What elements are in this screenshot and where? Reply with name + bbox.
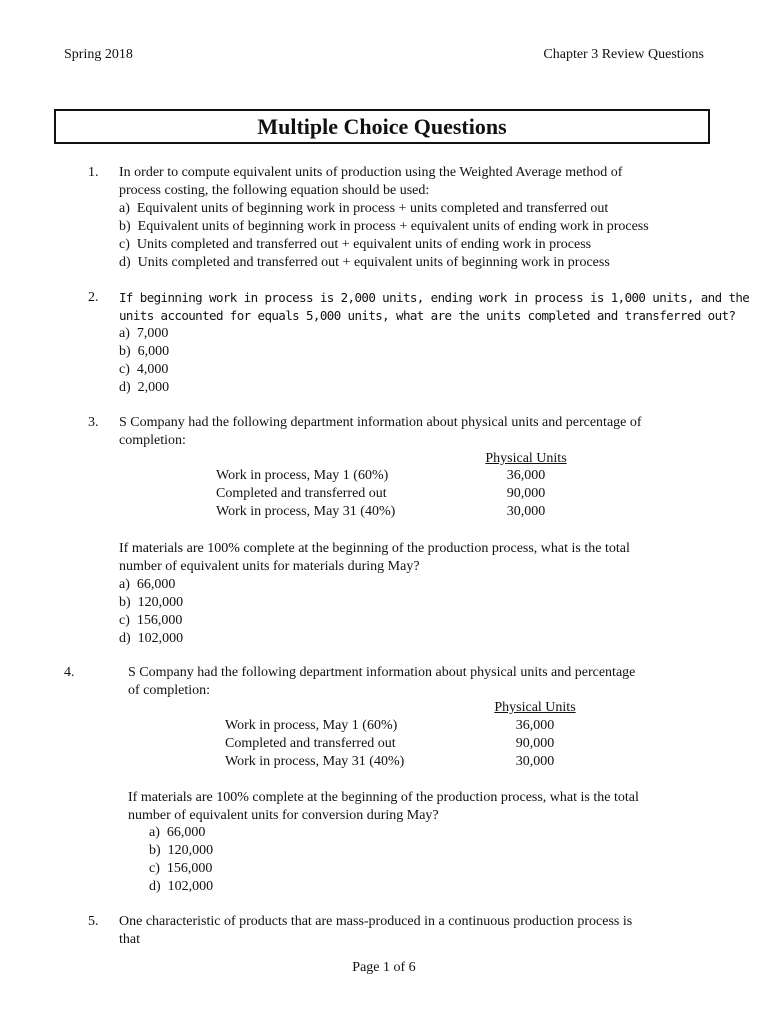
question-4-table-row-2-label: Completed and transferred out (225, 736, 396, 751)
question-2-number: 2. (88, 290, 99, 305)
question-4-table-row-3-label: Work in process, May 31 (40%) (225, 754, 405, 769)
question-2-option-a: a) 7,000 (119, 326, 169, 341)
question-3-followup-line-2: number of equivalent units for materials during May? (119, 559, 420, 574)
question-4-followup-line-2: number of equivalent units for conversion during May? (128, 808, 439, 823)
question-3-followup (119, 540, 630, 648)
question-5-line-2: that (119, 932, 140, 947)
question-2-line-1: If beginning work in process is 2,000 units, ending work in process is 1,000 units, and the (119, 290, 750, 305)
question-4-options (149, 824, 213, 896)
question-1-option-d: d) Units completed and transferred out + equivalent units of beginning work in process (119, 255, 610, 270)
question-2-option-b: b) 6,000 (119, 344, 170, 359)
question-4-table-row-2-value: 90,000 (515, 736, 555, 751)
question-4-table-header: Physical Units (494, 700, 576, 715)
question-1-option-b: b) Equivalent units of beginning work in process + equivalent units of ending work in process (119, 219, 649, 234)
question-1-option-c: c) Units completed and transferred out + equivalent units of ending work in process (119, 237, 592, 252)
question-3-option-d: d) 102,000 (119, 631, 184, 646)
question-3-table-header: Physical Units (485, 451, 567, 466)
question-2-line-2: units accounted for equals 5,000 units, what are the units completed and transferred out? (119, 308, 736, 323)
header-term: Spring 2018 (64, 47, 133, 62)
question-5-line-1: One characteristic of products that are mass-produced in a continuous production process is (119, 914, 633, 929)
question-3-table-row-2-value: 90,000 (506, 486, 546, 501)
question-5-text (119, 913, 632, 949)
question-1-line-2: process costing, the following equation should be used: (119, 183, 430, 198)
section-title: Multiple Choice Questions (257, 113, 507, 139)
question-3-table-row-2-label: Completed and transferred out (216, 486, 387, 501)
question-4-number: 4. (64, 665, 75, 680)
question-4-line-2: of completion: (128, 683, 211, 698)
section-title-box (54, 109, 710, 144)
question-1-number: 1. (88, 165, 99, 180)
question-3-option-c: c) 156,000 (119, 613, 183, 628)
page-number: Page 1 of 6 (352, 960, 416, 975)
question-1-option-a: a) Equivalent units of beginning work in process + units completed and transferred out (119, 201, 609, 216)
question-2-option-c: c) 4,000 (119, 362, 169, 377)
question-4-followup-line-1: If materials are 100% complete at the beginning of the production process, what is the total (128, 790, 639, 805)
question-1-text (119, 164, 649, 272)
question-4-followup (128, 789, 639, 825)
question-4-line-1: S Company had the following department information about physical units and percentage (128, 665, 636, 680)
question-4-option-d: d) 102,000 (149, 879, 214, 894)
question-3-number: 3. (88, 415, 99, 430)
question-4-option-b: b) 120,000 (149, 843, 214, 858)
question-4-table-row-1-label: Work in process, May 1 (60%) (225, 718, 398, 733)
question-4-option-c: c) 156,000 (149, 861, 213, 876)
question-4-option-a: a) 66,000 (149, 825, 206, 840)
question-3-line-2: completion: (119, 433, 186, 448)
question-2-option-d: d) 2,000 (119, 380, 170, 395)
question-5-number: 5. (88, 914, 99, 929)
question-3-table-row-1-value: 36,000 (506, 468, 546, 483)
question-3-followup-line-1: If materials are 100% complete at the beginning of the production process, what is the total (119, 541, 630, 556)
question-4-table-row-3-value: 30,000 (515, 754, 555, 769)
question-3-text (119, 414, 642, 450)
question-3-table-row-3-label: Work in process, May 31 (40%) (216, 504, 396, 519)
question-1-line-1: In order to compute equivalent units of production using the Weighted Average method of (119, 165, 623, 180)
question-3-table-row-1-label: Work in process, May 1 (60%) (216, 468, 389, 483)
header-chapter: Chapter 3 Review Questions (543, 47, 704, 62)
question-4-table-row-1-value: 36,000 (515, 718, 555, 733)
question-4-text (128, 664, 635, 700)
question-2-text (119, 289, 749, 397)
question-3-line-1: S Company had the following department information about physical units and percentage of (119, 415, 642, 430)
question-3-table-row-3-value: 30,000 (506, 504, 546, 519)
question-3-option-b: b) 120,000 (119, 595, 184, 610)
question-3-option-a: a) 66,000 (119, 577, 176, 592)
